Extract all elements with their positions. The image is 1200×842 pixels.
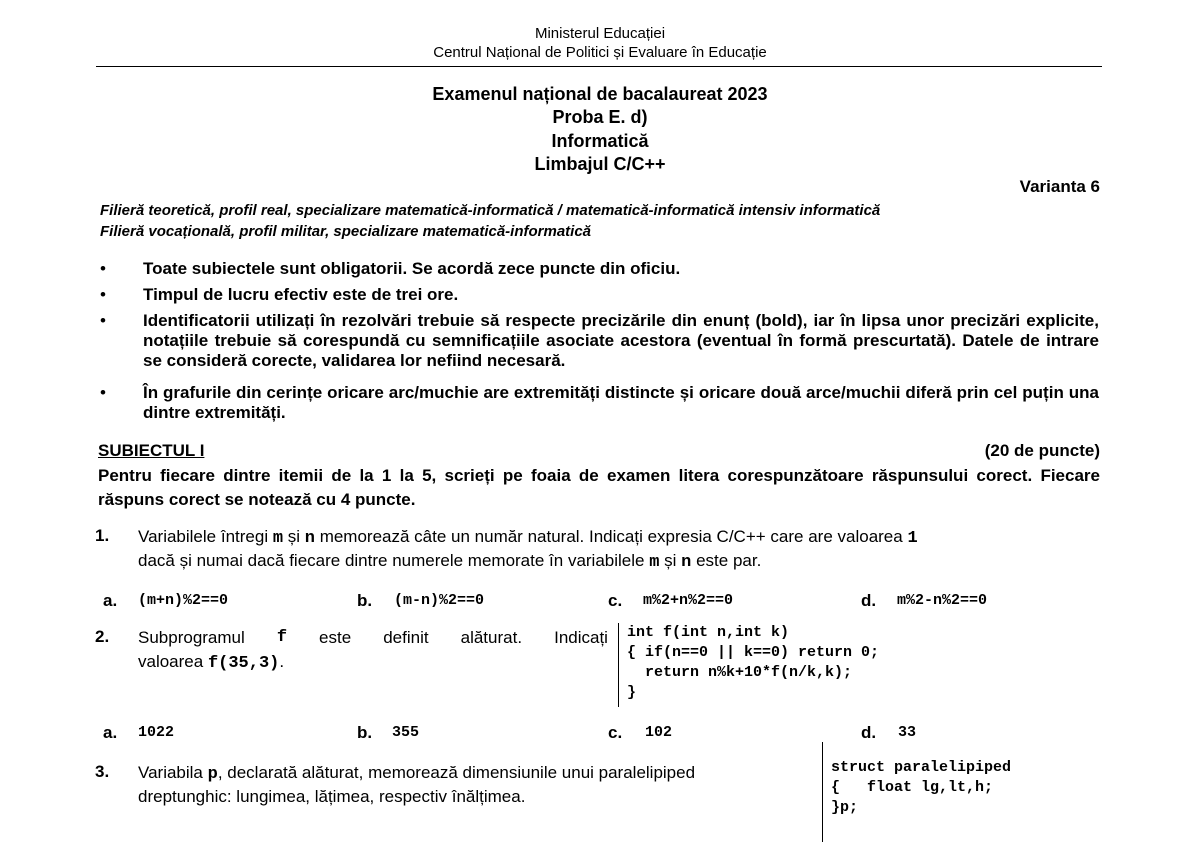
q1-option-letter: b. bbox=[357, 591, 373, 610]
text-fragment: dacă și numai dacă fiecare dintre numerele memorate în variabilele bbox=[138, 551, 650, 570]
q2-option-letter: d. bbox=[861, 723, 877, 742]
bullet-dot: • bbox=[100, 259, 106, 278]
exam-subject: Informatică bbox=[551, 131, 649, 151]
question-2-number: 2. bbox=[95, 627, 110, 646]
code-var: n bbox=[304, 529, 315, 548]
code-call: f(35,3) bbox=[207, 654, 280, 673]
text-fragment: Subprogramul bbox=[138, 628, 245, 647]
text-fragment: definit bbox=[383, 628, 429, 647]
header-divider bbox=[96, 66, 1102, 67]
code-line: { if(n==0 || k==0) return 0; bbox=[627, 644, 880, 661]
text-fragment: Indicați bbox=[554, 628, 608, 647]
filiera-line-2: Filieră vocațională, profil militar, specializare matematică-informatică bbox=[100, 223, 592, 240]
bullet-item: Toate subiectele sunt obligatorii. Se acordă zece puncte din oficiu. bbox=[143, 259, 681, 278]
q2-option-code: 1022 bbox=[138, 724, 175, 741]
center-name: Centrul Național de Politici și Evaluare în Educație bbox=[433, 44, 767, 61]
q2-option-letter: a. bbox=[103, 723, 118, 742]
code-var: m bbox=[649, 553, 660, 572]
ministry-name: Ministerul Educației bbox=[534, 25, 666, 42]
code-var: n bbox=[681, 553, 692, 572]
text-fragment: este par. bbox=[691, 551, 762, 570]
code-var: p bbox=[207, 765, 218, 784]
q2-option-code: 33 bbox=[898, 724, 917, 741]
q1-option-code: (m+n)%2==0 bbox=[138, 592, 229, 609]
filiera-line-1: Filieră teoretică, profil real, specializare matematică-informatică / matematică-informatică intensiv informatică bbox=[100, 202, 881, 219]
section-instructions: Pentru fiecare dintre itemii de la 1 la 5, scrieți pe foaia de examen litera corespunzătoare răspunsului corect. Fiecare răspuns corect se notează cu 4 puncte. bbox=[98, 466, 1100, 509]
code-value: 1 bbox=[907, 529, 918, 548]
bullet-item: Identificatorii utilizați în rezolvări trebuie să respecte precizările din enunț (bold), iar în lipsa unor precizări explicite, notațiile trebuie să corespundă cu semnificațiile asociate acestora (eventual în formă prescurtată). Datele de intrare se consideră corecte, validarea lor nefiind necesară. bbox=[143, 311, 1099, 370]
text-fragment: alăturat. bbox=[460, 628, 523, 647]
code-line: }p; bbox=[831, 799, 859, 816]
q1-option-code: m%2+n%2==0 bbox=[643, 592, 734, 609]
code-line: int f(int n,int k) bbox=[627, 624, 790, 641]
exam-title: Examenul național de bacalaureat 2023 bbox=[432, 84, 768, 104]
text-fragment: valoarea bbox=[138, 652, 208, 671]
q1-option-letter: c. bbox=[608, 591, 623, 610]
code-func: f bbox=[276, 628, 288, 647]
exam-variant: Varianta 6 bbox=[1019, 177, 1100, 196]
q3-code-block bbox=[822, 742, 1011, 842]
text-fragment: și bbox=[659, 551, 682, 570]
q1-option-code: m%2-n%2==0 bbox=[897, 592, 988, 609]
q2-option-letter: c. bbox=[608, 723, 623, 742]
text-fragment: Variabila bbox=[138, 763, 208, 782]
text-fragment: . bbox=[279, 652, 285, 671]
bullet-item: În grafurile din cerințe oricare arc/muchie are extremități distincte și oricare două arce/muchii diferă prin cel puțin una dintre extremități. bbox=[143, 383, 1099, 422]
question-2-text bbox=[138, 627, 608, 675]
text-fragment: , declarată alăturat, memorează dimensiunile unui paralelipiped bbox=[217, 763, 696, 782]
exam-language: Limbajul C/C++ bbox=[534, 154, 666, 174]
q2-option-code: 355 bbox=[392, 724, 420, 741]
q2-option-code: 102 bbox=[645, 724, 673, 741]
question-1-number: 1. bbox=[95, 526, 110, 545]
q2-option-letter: b. bbox=[357, 723, 373, 742]
q1-option-letter: a. bbox=[103, 591, 118, 610]
text-fragment: și bbox=[283, 527, 305, 546]
bullet-dot: • bbox=[100, 311, 106, 330]
section-heading bbox=[98, 441, 1100, 461]
bullet-dot: • bbox=[100, 383, 106, 402]
code-var: m bbox=[272, 529, 284, 548]
q1-option-letter: d. bbox=[861, 591, 877, 610]
code-line: return n%k+10*f(n/k,k); bbox=[627, 664, 853, 681]
bullet-dot: • bbox=[100, 285, 106, 304]
code-line: { float lg,lt,h; bbox=[831, 779, 994, 796]
code-line: } bbox=[627, 684, 637, 701]
code-line: struct paralelipiped bbox=[831, 759, 1012, 776]
text-fragment: Variabilele întregi bbox=[138, 527, 273, 546]
question-3-number: 3. bbox=[95, 762, 110, 781]
text-fragment: dreptunghic: lungimea, lățimea, respectiv înălțimea. bbox=[138, 787, 526, 806]
section-title: SUBIECTUL I bbox=[98, 441, 205, 460]
text-fragment: este bbox=[319, 628, 352, 647]
bullet-item: Timpul de lucru efectiv este de trei ore. bbox=[143, 285, 459, 304]
exam-proba: Proba E. d) bbox=[552, 107, 648, 127]
section-points: (20 de puncte) bbox=[984, 441, 1100, 460]
q2-code-block bbox=[618, 623, 879, 707]
q1-option-code: (m-n)%2==0 bbox=[394, 592, 485, 609]
text-fragment: memorează câte un număr natural. Indicați expresia C/C++ care are valoarea bbox=[314, 527, 908, 546]
